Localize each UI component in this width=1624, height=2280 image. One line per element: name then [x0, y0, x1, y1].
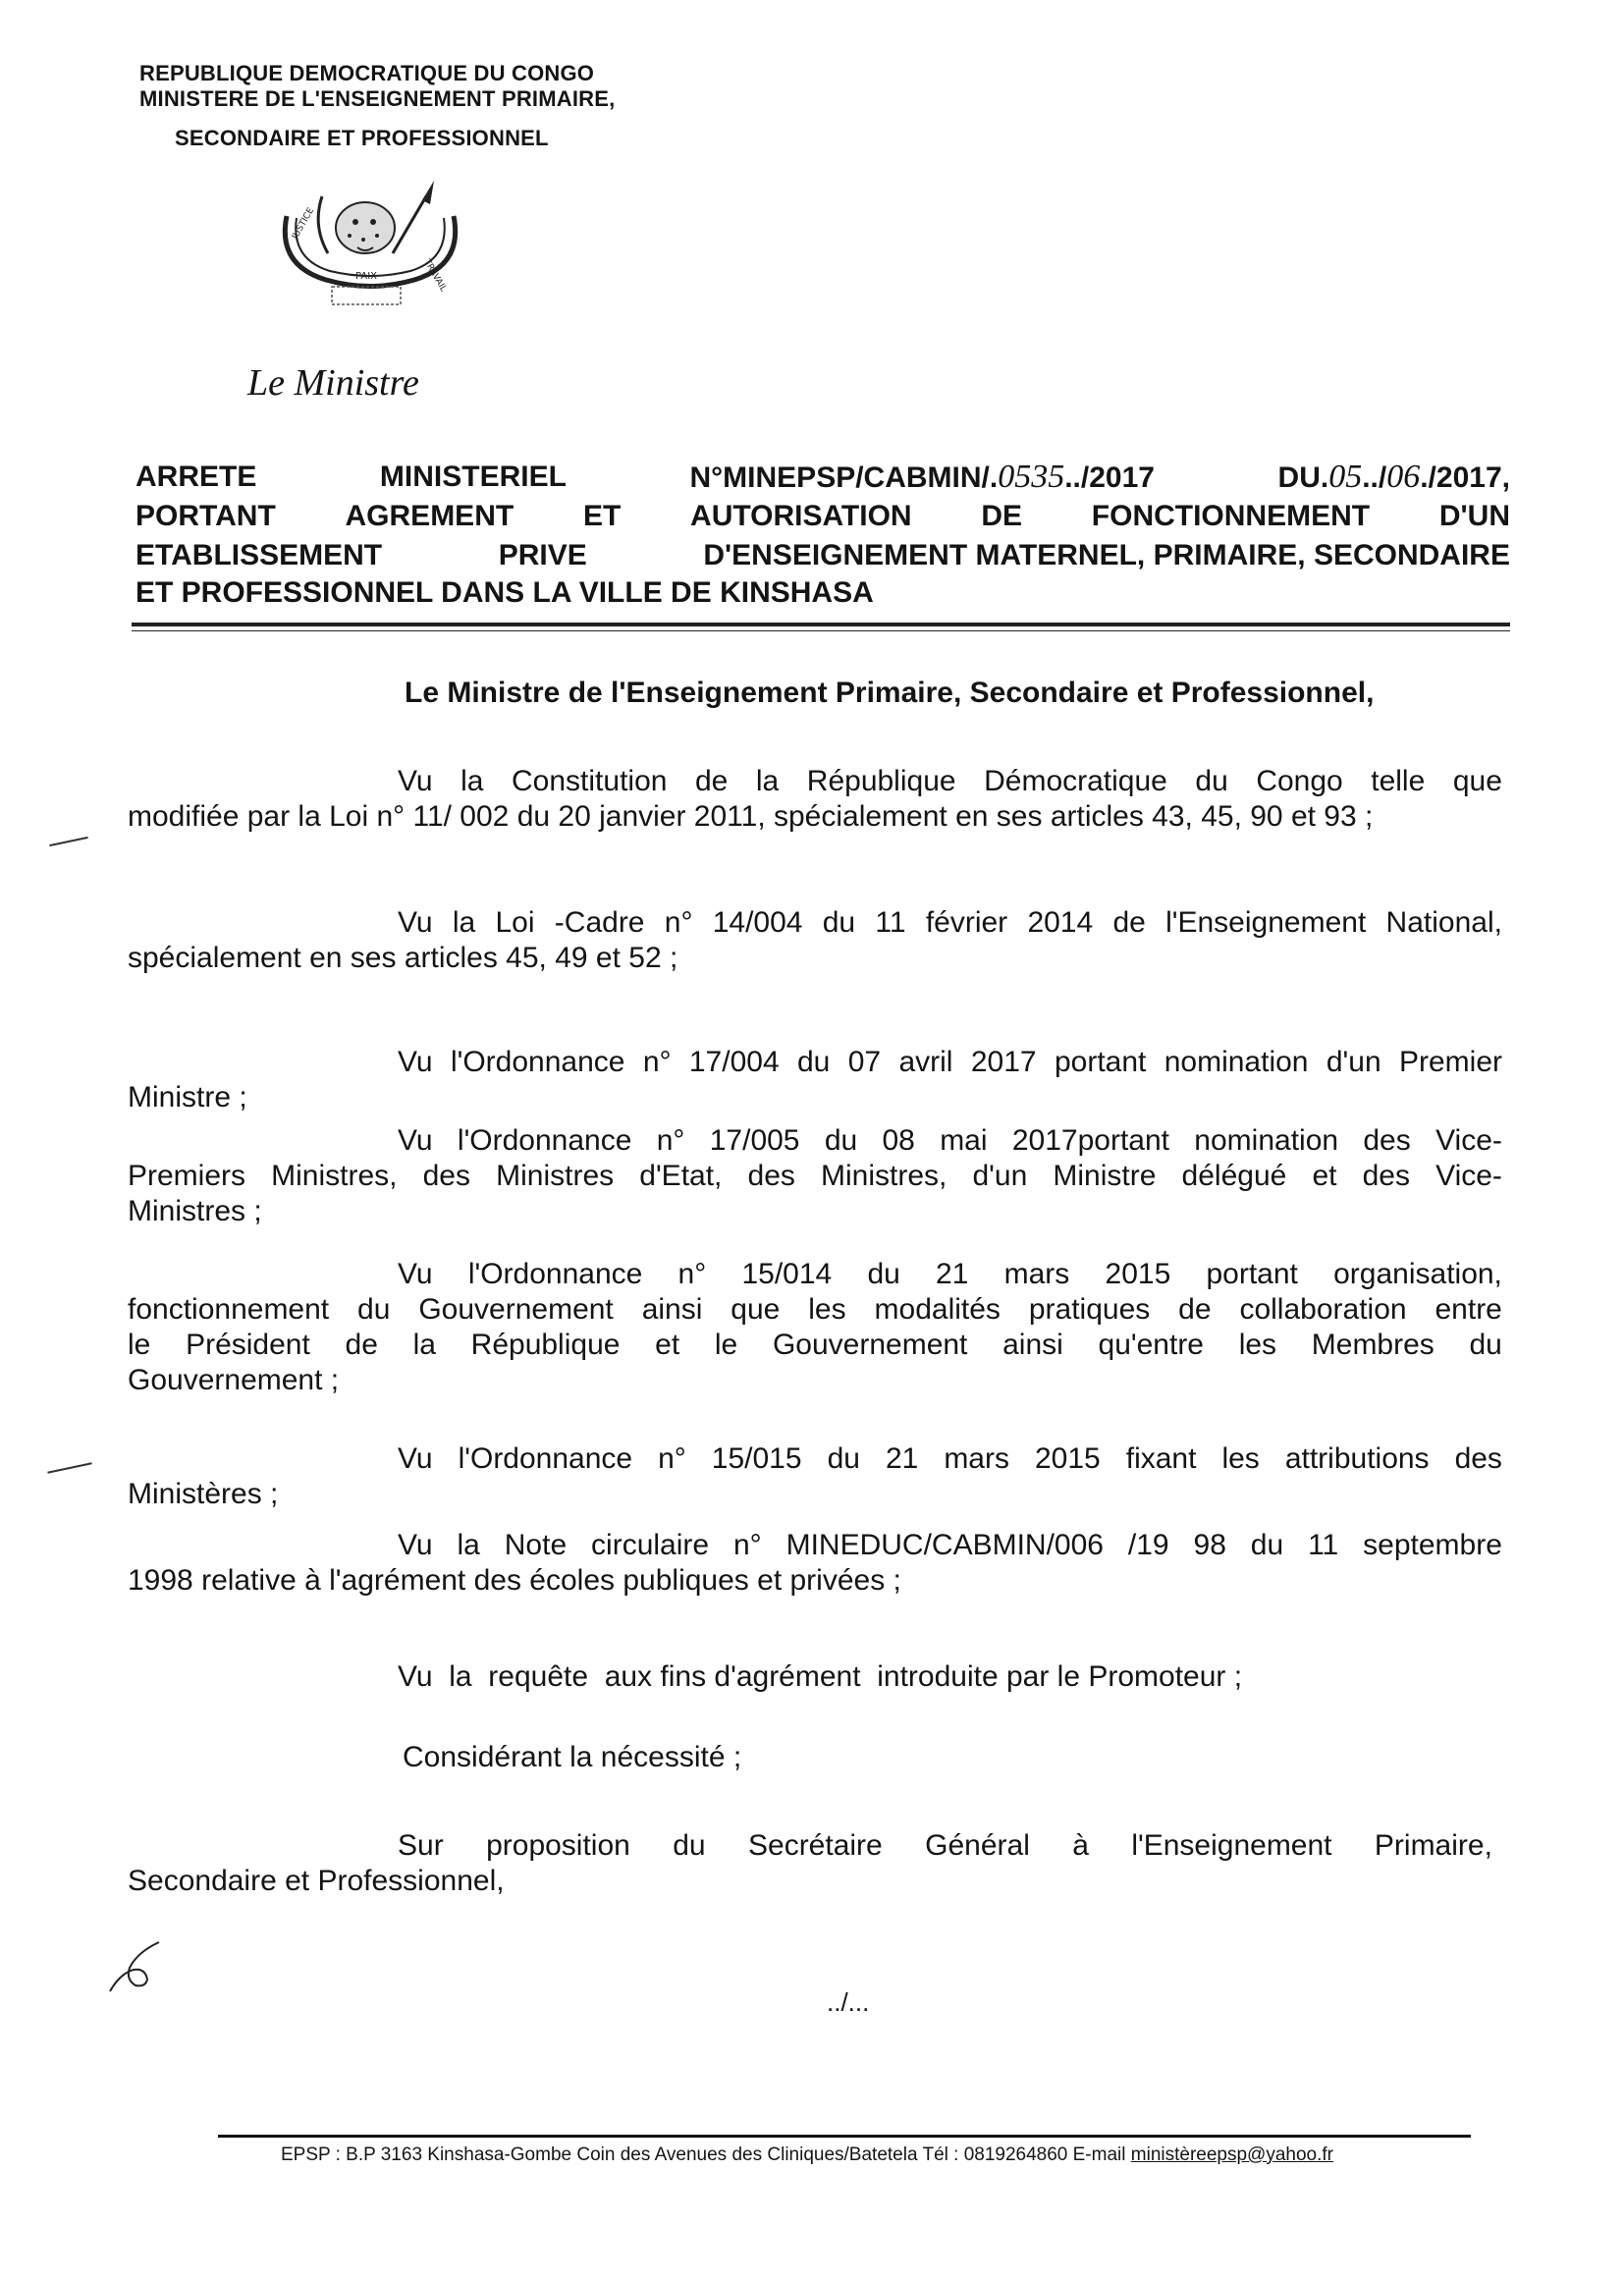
paragraph-line: 1998 relative à l'agrément des écoles publiques et privées ; — [128, 1564, 901, 1597]
preamble-considerant: Considérant la nécessité ; — [403, 1741, 742, 1773]
title-word: PRIVE — [498, 539, 587, 571]
title-word: ET — [582, 500, 622, 532]
word: 15/014 — [741, 1258, 833, 1290]
margin-mark — [47, 1462, 91, 1474]
word: que — [1452, 765, 1502, 797]
word: Vice- — [1435, 1124, 1502, 1157]
word: Vu — [398, 1529, 433, 1561]
word: du — [1469, 1329, 1502, 1361]
paragraph-line: Ministre ; — [128, 1081, 247, 1113]
word: telle — [1371, 765, 1426, 797]
word: fonctionnement — [128, 1293, 330, 1326]
footer-email-link[interactable]: ministèreepsp@yahoo.fr — [1130, 2144, 1333, 2165]
preamble-ordonnance-17-004 — [128, 1045, 1502, 1115]
word: 11 — [875, 906, 906, 939]
word: d'un — [1326, 1046, 1381, 1078]
title-word: ARRETE — [135, 461, 257, 493]
word: Secrétaire — [748, 1829, 883, 1862]
word: n° — [664, 906, 693, 939]
word: 14/004 — [712, 906, 803, 939]
coat-of-arms-emblem — [267, 177, 473, 314]
word: Sur — [398, 1829, 444, 1862]
preamble-constitution — [128, 764, 1502, 835]
preamble-note-circulaire — [128, 1528, 1502, 1599]
word: du — [797, 1046, 831, 1078]
word: 2015 — [1034, 1442, 1101, 1475]
word: 08 — [882, 1124, 915, 1157]
word: Congo — [1256, 765, 1343, 797]
word: de — [1112, 906, 1146, 939]
word: National, — [1385, 906, 1502, 939]
paragraph-line: Ministres ; — [128, 1195, 262, 1227]
word: Vu — [398, 765, 433, 797]
word: du — [673, 1829, 706, 1862]
word: Démocratique — [984, 765, 1167, 797]
word: d'Etat, — [639, 1160, 723, 1192]
word: du — [824, 1124, 858, 1157]
word: -Cadre — [554, 906, 645, 939]
paragraph-line — [128, 1441, 1502, 1477]
word: 2017 — [970, 1046, 1037, 1078]
word: mars — [1003, 1258, 1070, 1290]
word: février — [925, 906, 1008, 939]
paragraph-line: Ministères ; — [128, 1478, 279, 1510]
word: des — [1362, 1160, 1410, 1192]
word: ainsi — [641, 1293, 703, 1326]
word: l'Ordonnance — [450, 1046, 625, 1078]
order-number-prefix: N°MINEPSP/CABMIN/. — [689, 461, 999, 494]
order-number — [690, 460, 1155, 496]
word: 21 — [936, 1258, 969, 1290]
word: des — [422, 1160, 470, 1192]
word: 15/015 — [711, 1442, 802, 1475]
order-number-handwritten: 0535 — [998, 459, 1065, 495]
word: pratiques — [1028, 1293, 1151, 1326]
word: nomination — [1164, 1046, 1309, 1078]
crest-motto-bottom: PAIX — [355, 271, 378, 282]
word: et — [1312, 1160, 1337, 1192]
signatory-title: Le Ministre — [247, 362, 419, 404]
word: n° — [642, 1046, 672, 1078]
word: l'Enseignement — [1165, 906, 1367, 939]
word: l'Ordonnance — [467, 1258, 643, 1290]
word: ainsi — [1002, 1329, 1063, 1361]
word: 17/004 — [688, 1046, 780, 1078]
word: 17/005 — [709, 1124, 800, 1157]
order-date-separator: ../ — [1362, 461, 1387, 494]
preamble-proposition — [128, 1828, 1492, 1899]
word: Vu — [398, 906, 433, 939]
title-word: D'ENSEIGNEMENT MATERNEL, PRIMAIRE, SECONDAIRE — [703, 539, 1510, 571]
paragraph-line: spécialement en ses articles 45, 49 et 52 ; — [128, 942, 678, 974]
word: de — [345, 1329, 378, 1361]
word: les — [1221, 1442, 1260, 1475]
word: que — [731, 1293, 781, 1326]
order-number-suffix: ../2017 — [1064, 461, 1155, 494]
title-word: AGREMENT — [345, 500, 514, 532]
preamble-ordonnance-15-015 — [128, 1441, 1502, 1512]
word: Primaire, — [1374, 1829, 1492, 1862]
word: Vu — [398, 1442, 433, 1475]
word: du — [827, 1442, 860, 1475]
word: l'Ordonnance — [458, 1442, 633, 1475]
paragraph-line — [128, 1045, 1502, 1080]
word: délégué — [1181, 1160, 1287, 1192]
paragraph-line — [128, 764, 1502, 799]
crest-motto-left: JUSTICE — [290, 206, 317, 242]
paragraph-line — [128, 1123, 1502, 1159]
word: du — [1250, 1529, 1284, 1561]
word: /19 — [1127, 1529, 1169, 1561]
paragraph-line — [128, 1292, 1502, 1328]
word: collaboration — [1239, 1293, 1407, 1326]
order-date — [1278, 460, 1510, 496]
word: 2015 — [1105, 1258, 1171, 1290]
word: Membres — [1311, 1329, 1435, 1361]
paragraph-line: Gouvernement ; — [128, 1364, 340, 1396]
word: du — [822, 906, 856, 939]
word: portant — [1054, 1046, 1147, 1078]
page-continuation: ../... — [827, 1987, 870, 2017]
word: Constitution — [512, 765, 668, 797]
word: Gouvernement — [418, 1293, 614, 1326]
order-date-day-handwritten: 05 — [1328, 459, 1363, 495]
word: l'Enseignement — [1131, 1829, 1332, 1862]
word: du — [867, 1258, 900, 1290]
title-word: AUTORISATION — [690, 500, 912, 532]
word: Vu — [398, 1046, 433, 1078]
preamble-ordonnance-15-014 — [128, 1257, 1502, 1398]
word: Ministres, — [821, 1160, 947, 1192]
word: le — [714, 1329, 738, 1361]
preamble-loi-cadre — [128, 905, 1502, 976]
word: Président — [186, 1329, 310, 1361]
word: le — [128, 1329, 151, 1361]
word: les — [1238, 1329, 1277, 1361]
word: 2014 — [1027, 906, 1094, 939]
word: République — [470, 1329, 621, 1361]
title-line-4: ET PROFESSIONNEL DANS LA VILLE DE KINSHASA — [135, 576, 874, 609]
word: et — [655, 1329, 680, 1361]
footer-rule — [218, 2135, 1471, 2138]
paragraph-line — [128, 1257, 1502, 1292]
title-line-1 — [135, 460, 1510, 496]
footer-address: EPSP : B.P 3163 Kinshasa-Gombe Coin des Avenues des Cliniques/Batetela Tél : 0819264860 E-mail — [281, 2144, 1131, 2165]
ministry-name-line1: MINISTERE DE L'ENSEIGNEMENT PRIMAIRE, — [139, 86, 616, 111]
word: du — [357, 1293, 391, 1326]
word: entre — [1435, 1293, 1502, 1326]
word: mars — [944, 1442, 1009, 1475]
word: 11 — [1308, 1529, 1339, 1561]
word: Gouvernement — [772, 1329, 968, 1361]
word: Loi — [495, 906, 535, 939]
word: Ministre — [1053, 1160, 1157, 1192]
word: Vu — [398, 1124, 433, 1157]
title-word: PORTANT — [135, 500, 276, 532]
paragraph-line — [128, 905, 1502, 941]
margin-mark — [49, 837, 88, 846]
word: les — [808, 1293, 846, 1326]
word: de — [1178, 1293, 1212, 1326]
word: de — [694, 765, 729, 797]
word: avril — [898, 1046, 953, 1078]
word: Général — [925, 1829, 1030, 1862]
preamble-ordonnance-17-005 — [128, 1123, 1502, 1229]
word: fixant — [1125, 1442, 1197, 1475]
word: la — [457, 1529, 480, 1561]
word: 2017portant — [1011, 1124, 1169, 1157]
footer-contact — [281, 2144, 1333, 2166]
word: Ministres, — [271, 1160, 398, 1192]
word: à — [1072, 1829, 1089, 1862]
word: modalités — [874, 1293, 1001, 1326]
republic-name: REPUBLIQUE DEMOCRATIQUE DU CONGO — [139, 61, 595, 85]
word: 21 — [885, 1442, 919, 1475]
word: MINEDUC/CABMIN/006 — [785, 1529, 1104, 1561]
word: 07 — [847, 1046, 882, 1078]
word: 98 — [1193, 1529, 1226, 1561]
title-line-3 — [135, 538, 1510, 573]
title-underline-thin — [132, 630, 1510, 631]
word: des — [1454, 1442, 1502, 1475]
word: organisation, — [1333, 1258, 1502, 1290]
title-word: D'UN — [1438, 500, 1510, 532]
paragraph-line — [128, 1528, 1502, 1563]
order-date-suffix: ./2017, — [1420, 461, 1510, 494]
word: proposition — [486, 1829, 630, 1862]
order-date-prefix: DU. — [1277, 461, 1329, 494]
word: la — [452, 906, 476, 939]
word: la — [412, 1329, 436, 1361]
word: d'un — [972, 1160, 1028, 1192]
word: n° — [658, 1442, 686, 1475]
paragraph-line — [128, 1159, 1502, 1194]
word: des — [1363, 1124, 1411, 1157]
title-word: FONCTIONNEMENT — [1091, 500, 1371, 532]
initials-mark — [106, 1940, 165, 2004]
word: nomination — [1194, 1124, 1339, 1157]
title-word: ETABLISSEMENT — [135, 539, 383, 571]
word: Ministres — [496, 1160, 615, 1192]
paragraph-line: modifiée par la Loi n° 11/ 002 du 20 janvier 2011, spécialement en ses articles 43, 45, 90 et 93 ; — [128, 800, 1374, 833]
word: portant — [1206, 1258, 1298, 1290]
word: n° — [656, 1124, 685, 1157]
word: des — [747, 1160, 795, 1192]
word: mai — [940, 1124, 988, 1157]
minister-heading: Le Ministre de l'Enseignement Primaire, Secondaire et Professionnel, — [405, 677, 1375, 709]
word: la — [755, 765, 780, 797]
word: Vu — [398, 1258, 433, 1290]
word: circulaire — [591, 1529, 710, 1561]
title-line-2 — [135, 499, 1510, 534]
word: du — [1195, 765, 1228, 797]
title-word: DE — [981, 500, 1023, 532]
word: septembre — [1363, 1529, 1502, 1561]
word: Premiers — [128, 1160, 246, 1192]
word: n° — [732, 1529, 762, 1561]
word: l'Ordonnance — [457, 1124, 632, 1157]
word: Vice- — [1435, 1160, 1502, 1192]
ministry-name-line2: SECONDAIRE ET PROFESSIONNEL — [175, 126, 549, 150]
paragraph-line — [128, 1328, 1502, 1363]
word: n° — [677, 1258, 707, 1290]
word: qu'entre — [1098, 1329, 1204, 1361]
crest-motto-right: TRAVAIL — [421, 257, 449, 295]
paragraph-line — [128, 1828, 1492, 1864]
word: Premier — [1398, 1046, 1502, 1078]
paragraph-line: Secondaire et Professionnel, — [128, 1865, 505, 1897]
word: République — [806, 765, 956, 797]
word: Note — [504, 1529, 568, 1561]
title-underline-thick — [132, 623, 1510, 626]
word: la — [460, 765, 484, 797]
title-word: MINISTERIEL — [379, 461, 567, 493]
preamble-requete: Vu la requête aux fins d'agrément introduite par le Promoteur ; — [398, 1660, 1243, 1693]
word: attributions — [1284, 1442, 1430, 1475]
order-date-month-handwritten: 06 — [1386, 459, 1421, 495]
